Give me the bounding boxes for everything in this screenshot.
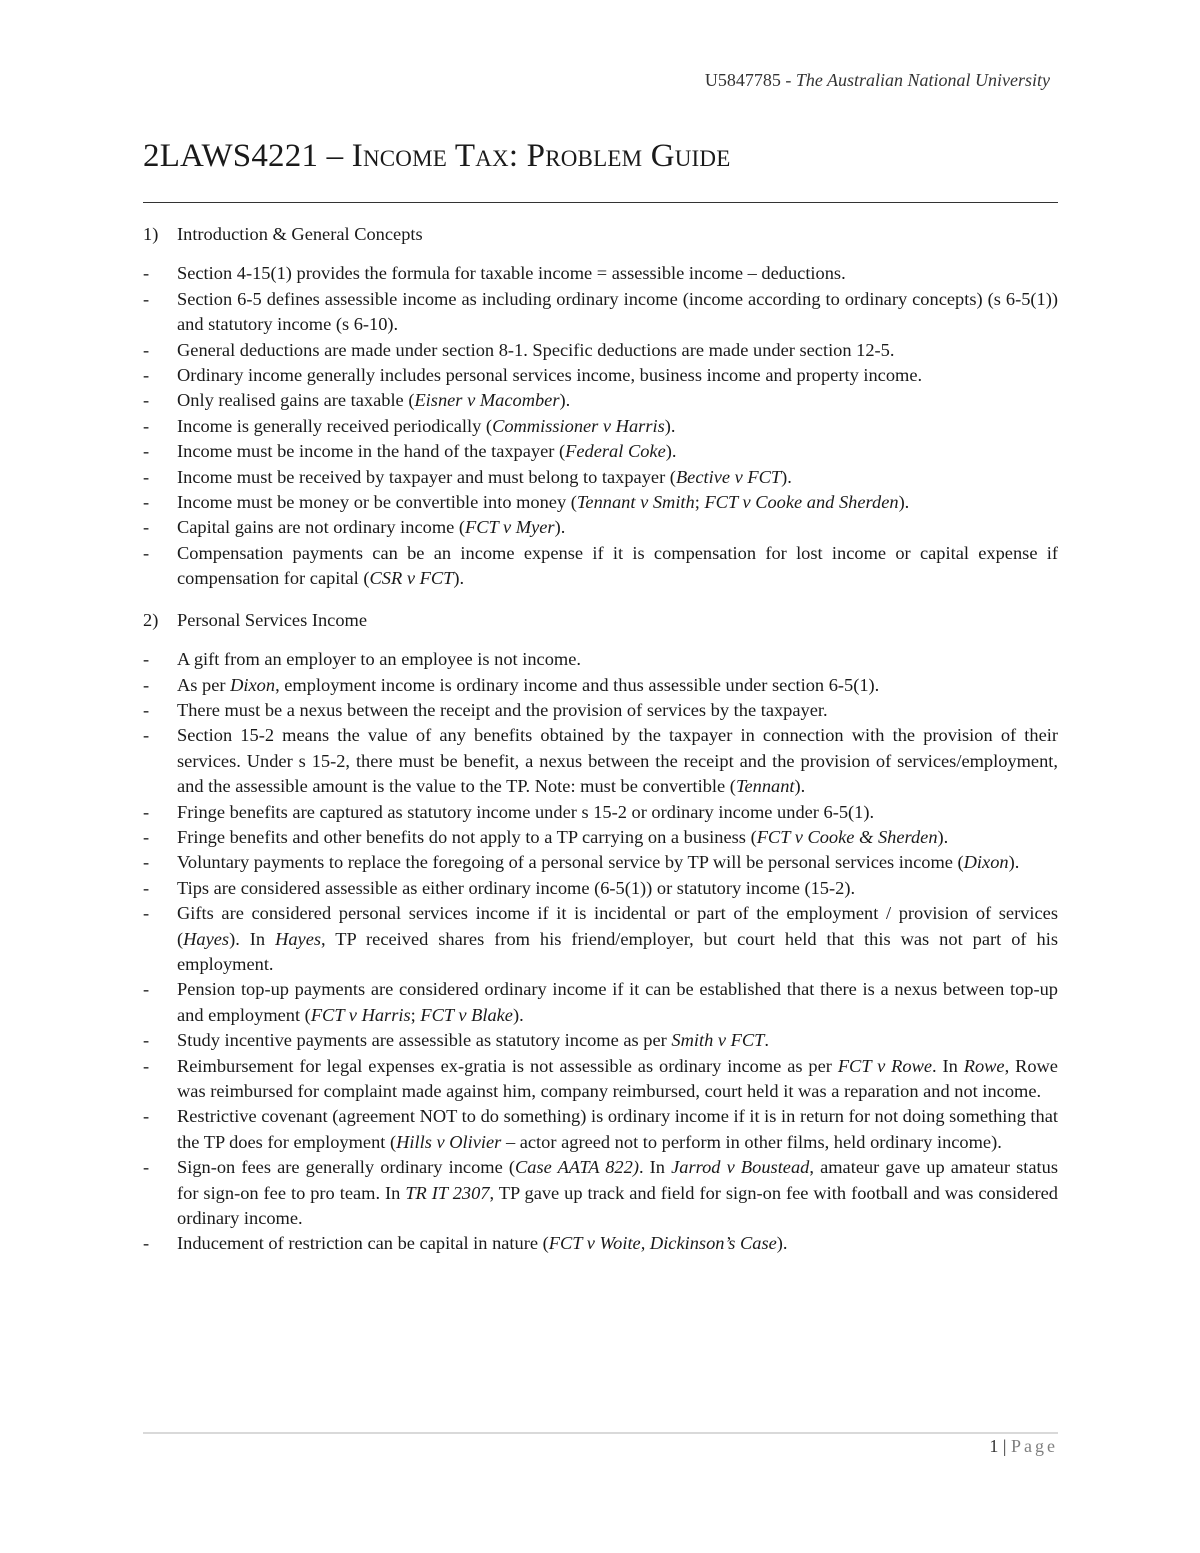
page-label: Page bbox=[1011, 1436, 1058, 1456]
bullet-text: Fringe benefits are captured as statutory income under s 15-2 or ordinary income under 6-5(1). bbox=[177, 801, 875, 822]
bullet-text: Income is generally received periodically ( bbox=[177, 415, 493, 436]
list-item bbox=[143, 515, 1058, 540]
bullet-text: – actor agreed not to perform in other films, held ordinary income). bbox=[501, 1131, 1002, 1152]
bullet-list bbox=[143, 647, 1058, 1257]
case-citation: Case AATA 822) bbox=[515, 1157, 639, 1178]
list-item bbox=[143, 673, 1058, 698]
university-name: The Australian National University bbox=[795, 70, 1050, 90]
bullet-text: ). bbox=[559, 390, 571, 411]
bullet-text: ). bbox=[1008, 852, 1020, 873]
section-2 bbox=[143, 608, 1058, 1257]
case-citation: FCT v Cooke and Sherden bbox=[704, 492, 899, 513]
bullet-text: There must be a nexus between the receipt and the provision of services by the taxpayer. bbox=[177, 699, 828, 720]
bullet-text: Capital gains are not ordinary income ( bbox=[177, 517, 466, 538]
course-code: 2LAWS4221 – bbox=[143, 138, 352, 174]
bullet-list bbox=[143, 261, 1058, 591]
bullet-text: Section 15-2 means the value of any benefits obtained by the taxpayer in connection with the provision of their services. Under s 15-2, there must be benefit, a nexus between the receipt and the provision of services/employment, and the assessible amount is the value to the TP. Note: must be convertible ( bbox=[177, 725, 1058, 797]
case-citation: FCT v Cooke & Sherden bbox=[756, 826, 938, 847]
bullet-text: Tips are considered assessible as either ordinary income (6-5(1)) or statutory income (15-2). bbox=[177, 877, 856, 898]
list-item bbox=[143, 901, 1058, 977]
section-heading bbox=[143, 608, 1058, 633]
section-title: Introduction & General Concepts bbox=[177, 224, 423, 244]
section-number: 1) bbox=[143, 224, 159, 244]
student-id: U5847785 bbox=[704, 70, 781, 90]
bullet-text: . In bbox=[932, 1055, 964, 1076]
bullet-text: , amateur gave up amateur status for sign-on fee to pro team. In bbox=[177, 1157, 1059, 1203]
case-citation: TR IT 2307 bbox=[405, 1182, 490, 1203]
case-citation: CSR v FCT bbox=[369, 568, 454, 589]
footer-divider bbox=[143, 1432, 1058, 1434]
bullet-text: ). bbox=[512, 1004, 524, 1025]
list-item bbox=[143, 977, 1058, 1028]
section-heading bbox=[143, 222, 1058, 247]
bullet-text: Section 6-5 defines assessible income as including ordinary income (income according to ordinary concepts) (s 6-5(1)) and statutory income (s 6-10). bbox=[177, 288, 1058, 335]
list-item bbox=[143, 1155, 1058, 1231]
bullet-text: Income must be income in the hand of the taxpayer ( bbox=[177, 441, 566, 462]
bullet-text: ). In bbox=[229, 928, 276, 949]
page-footer bbox=[989, 1436, 1058, 1457]
section-title: Personal Services Income bbox=[177, 609, 367, 630]
case-citation: Jarrod v Boustead bbox=[671, 1157, 810, 1178]
list-item bbox=[143, 1054, 1058, 1105]
list-item bbox=[143, 876, 1058, 901]
bullet-text: , employment income is ordinary income and thus assessible under section 6-5(1). bbox=[275, 674, 880, 695]
case-citation: Dixon bbox=[230, 674, 276, 695]
bullet-text: Study incentive payments are assessible as statutory income as per bbox=[177, 1030, 672, 1051]
list-item bbox=[143, 261, 1058, 286]
bullet-text: ; bbox=[410, 1004, 421, 1025]
bullet-text: General deductions are made under section 8-1. Specific deductions are made under section 12-5. bbox=[177, 339, 895, 360]
bullet-text: Voluntary payments to replace the foregoing of a personal service by TP will be personal services income ( bbox=[177, 852, 964, 873]
bullet-text: , TP received shares from his friend/employer, but court held that this was not part of his employment. bbox=[177, 928, 1058, 974]
list-item bbox=[143, 490, 1058, 515]
bullet-text: ). bbox=[937, 826, 949, 847]
list-item bbox=[143, 850, 1058, 875]
bullet-text: Compensation payments can be an income expense if it is compensation for lost income or capital expense if compensation for capital ( bbox=[177, 542, 1058, 589]
bullet-text: ). bbox=[665, 441, 677, 462]
bullet-text: ). bbox=[776, 1233, 788, 1254]
document-body bbox=[143, 222, 1058, 1257]
case-citation: Hayes bbox=[183, 928, 230, 949]
case-citation: Bective v FCT bbox=[675, 466, 782, 487]
bullet-text: Restrictive covenant (agreement NOT to do something) is ordinary income if it is in return for not doing something that the TP does for employment ( bbox=[177, 1106, 1058, 1152]
bullet-text: ). bbox=[794, 776, 806, 797]
header-separator: - bbox=[780, 70, 796, 90]
case-citation: Commissioner v Harris bbox=[492, 415, 665, 436]
section-number: 2) bbox=[143, 609, 159, 630]
case-citation: Tennant bbox=[735, 776, 795, 797]
case-citation: FCT v Rowe bbox=[837, 1055, 933, 1076]
bullet-text: Section 4-15(1) provides the formula for taxable income = assessible income – deductions. bbox=[177, 263, 846, 284]
case-citation: Rowe bbox=[963, 1055, 1005, 1076]
list-item bbox=[143, 825, 1058, 850]
bullet-text: Reimbursement for legal expenses ex-gratia is not assessible as ordinary income as per bbox=[177, 1055, 838, 1076]
bullet-text: , TP gave up track and field for sign-on fee with football and was considered ordinary income. bbox=[177, 1182, 1058, 1229]
bullet-text: Income must be money or be convertible into money ( bbox=[177, 492, 577, 513]
bullet-text: Only realised gains are taxable ( bbox=[177, 390, 415, 411]
list-item bbox=[143, 541, 1058, 592]
bullet-text: ). bbox=[664, 415, 676, 436]
bullet-text: Ordinary income generally includes personal services income, business income and property income. bbox=[177, 365, 923, 386]
course-name: Income Tax: Problem Guide bbox=[351, 138, 731, 174]
bullet-text: ). bbox=[554, 517, 566, 538]
case-citation: FCT v Myer bbox=[465, 517, 555, 538]
bullet-text: Fringe benefits and other benefits do not apply to a TP carrying on a business ( bbox=[177, 826, 757, 847]
case-citation: Hayes bbox=[275, 928, 322, 949]
case-citation: FCT v Harris bbox=[310, 1004, 411, 1025]
list-item bbox=[143, 388, 1058, 413]
bullet-text: ). bbox=[453, 568, 465, 589]
case-citation: Tennant v Smith bbox=[576, 492, 695, 513]
page-header bbox=[705, 70, 1050, 91]
bullet-text: Gifts are considered personal services income if it is incidental or part of the employment / provision of services ( bbox=[177, 903, 1058, 949]
list-item bbox=[143, 439, 1058, 464]
list-item bbox=[143, 1028, 1058, 1053]
bullet-text: A gift from an employer to an employee is not income. bbox=[177, 649, 581, 670]
bullet-text: ). bbox=[781, 466, 792, 487]
footer-separator: | bbox=[998, 1436, 1011, 1456]
bullet-text: Income must be received by taxpayer and must belong to taxpayer ( bbox=[177, 466, 676, 487]
bullet-text: Inducement of restriction can be capital in nature ( bbox=[177, 1233, 549, 1254]
list-item bbox=[143, 698, 1058, 723]
bullet-text: , Rowe was reimbursed for complaint made against him, company reimbursed, court held it was a reparation and not income. bbox=[177, 1055, 1058, 1101]
list-item bbox=[143, 414, 1058, 439]
document-title bbox=[143, 138, 1058, 175]
list-item bbox=[143, 800, 1058, 825]
list-item bbox=[143, 465, 1058, 490]
section-1 bbox=[143, 222, 1058, 592]
case-citation: FCT v Blake bbox=[420, 1004, 513, 1025]
title-divider bbox=[143, 202, 1058, 203]
bullet-text: Pension top-up payments are considered ordinary income if it can be established that there is a nexus between top-up and employment ( bbox=[177, 979, 1058, 1025]
bullet-text: As per bbox=[177, 674, 231, 695]
list-item bbox=[143, 1104, 1058, 1155]
list-item bbox=[143, 647, 1058, 672]
case-citation: Hills v Olivier bbox=[396, 1131, 502, 1152]
case-citation: Smith v FCT bbox=[671, 1030, 765, 1051]
bullet-text: . In bbox=[638, 1157, 672, 1178]
bullet-text: ). bbox=[898, 492, 910, 513]
list-item bbox=[143, 1231, 1058, 1256]
list-item bbox=[143, 338, 1058, 363]
case-citation: Dixon bbox=[963, 852, 1009, 873]
list-item bbox=[143, 723, 1058, 799]
bullet-text: ; bbox=[694, 492, 705, 513]
bullet-text: Sign-on fees are generally ordinary income ( bbox=[177, 1157, 515, 1178]
list-item bbox=[143, 287, 1058, 338]
case-citation: Federal Coke bbox=[565, 441, 666, 462]
list-item bbox=[143, 363, 1058, 388]
case-citation: FCT v Woite, Dickinson’s Case bbox=[548, 1233, 777, 1254]
page-number: 1 bbox=[989, 1436, 999, 1456]
bullet-text: . bbox=[764, 1030, 769, 1051]
case-citation: Eisner v Macomber bbox=[414, 390, 560, 411]
